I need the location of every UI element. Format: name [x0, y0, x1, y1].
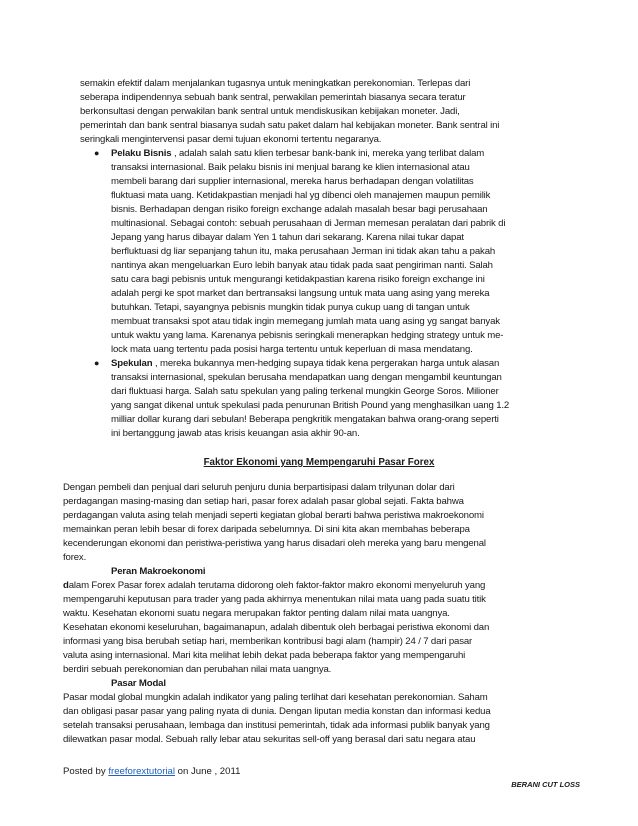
text-line: milliar dollar kurang dari sebulan! Beberapa pengkritik mengatakan bahwa orang-orang seperti [111, 414, 499, 425]
text-line: fluktuasi mata uang. Ketidakpastian menjadi hal yg dibenci oleh manajemen maupun pemilik [111, 190, 491, 201]
bullet-text: , adalah salah satu klien terbesar bank-bank ini, mereka yang terlibat dalam [171, 148, 485, 159]
text-line: semakin efektif dalam menjalankan tugasnya untuk meningkatkan perekonomian. Terlepas dari [80, 78, 471, 89]
text-line: seringkali mengintervensi pasar demi tujuan ekonomi tertentu negaranya. [80, 134, 382, 145]
footer-tagline: BERANI CUT LOSS [511, 780, 580, 789]
text-line: memainkan peran lebih besar di forex daripada sebelumnya. Di sini kita akan membahas beberapa [63, 524, 470, 535]
author-link[interactable]: freeforextutorial [108, 766, 175, 777]
text-line: transaksi internasional. Baik pelaku bisnis ini menjual barang ke klien internasional atau [111, 162, 470, 173]
bullet-dot-icon: ● [94, 148, 100, 158]
bullet-term: Spekulan [111, 358, 153, 369]
text-line: yang sangat dikenal untuk spekulasi pada penurunan British Pound yang menghasilkan uang 1.2 [111, 400, 510, 411]
drop-letter: d [63, 580, 69, 591]
text-line: Pasar modal global mungkin adalah indikator yang paling terlihat dari kesehatan perekonomian. Saham [63, 692, 488, 703]
text-line: kecenderungan ekonomi dan peristiwa-peristiwa yang harus disadari oleh mereka yang baru mengenal [63, 538, 486, 549]
text-line: waktu. Kesehatan ekonomi suatu negara merupakan faktor penting dalam nilai mata uangnya. [63, 608, 450, 619]
text-line: mempengaruhi keputusan para trader yang pada akhirnya menentukan nilai mata uang pada suatu titik [63, 594, 486, 605]
text-line: bisnis. Berhadapan dengan risiko foreign exchange adalah masalah besar bagi perusahaan [111, 204, 488, 215]
text-line: butuhkan. Tetapi, sayangnya pebisnis mungkin tidak punya cukup uang di tangan untuk [111, 302, 470, 313]
text-line: seberapa indipendennya sebuah bank sentral, perwakilan pemerintah biasanya secara teratur [80, 92, 466, 103]
footer-date: on June , 2011 [175, 766, 241, 777]
bullet-text: , mereka bukannya men-hedging supaya tidak kena pergerakan harga untuk alasan [152, 358, 500, 369]
text-line: untuk waktu yang lama. Karenanya pebisnis seringkali menerapkan hedging strategy untuk me- [111, 330, 504, 341]
text-line: dari fluktuasi harga. Salah satu spekulan yang paling terkenal mungkin George Soros. Milioner [111, 386, 499, 397]
text-line: nantinya akan mengeluarkan Euro lebih banyak atau tidak pada saat pengiriman nanti. Salah [111, 260, 493, 271]
text-line: informasi yang bisa berubah setiap hari, memberikan kontribusi bagi alam (hampir) 24 / 7 dari pasar [63, 636, 473, 647]
text-line: adalah pergi ke spot market dan bertransaksi langsung untuk mata uang asing yang mereka [111, 288, 490, 299]
text-line: lock mata uang tertentu pada posisi harga tertentu untuk keperluan di masa mendatang. [111, 344, 473, 355]
subheading-makroekonomi: Peran Makroekonomi [111, 566, 206, 577]
text-line: membeli barang dari supplier internasional, mereka harus berhadapan dengan volatilitas [111, 176, 474, 187]
text-line: Kesehatan ekonomi keseluruhan, bagaimanapun, adalah dibentuk oleh berbagai peristiwa ekonomi dan [63, 622, 490, 633]
bullet-first-line [111, 147, 484, 160]
bullet-dot-icon: ● [94, 358, 100, 368]
text-line: ini bertanggung jawab atas krisis keuangan asia akhir 90-an. [111, 428, 360, 439]
text-line: setelah transaksi perusahaan, lembaga dan institusi pemerintah, tidak ada informasi publik banyak yang [63, 720, 490, 731]
text-line: pemerintah dan bank sentral biasanya sudah satu paket dalam hal kebijakan moneter. Bank sentral ini [80, 120, 500, 131]
text-line: transaksi internasional, spekulan berusaha mendapatkan uang dengan mengambil keuntungan [111, 372, 502, 383]
bullet-first-line [111, 357, 499, 370]
section-heading-text: Faktor Ekonomi yang Mempengaruhi Pasar Forex [203, 457, 435, 468]
text-line: valuta asing internasional. Mari kita melihat lebih dekat pada beberapa faktor yang mempengaruhi [63, 650, 466, 661]
bullet-term: Pelaku Bisnis [111, 148, 172, 159]
text-line: satu cara bagi pebisnis untuk mengurangi ketidakpastian karena risiko foreign exchange ini [111, 274, 485, 285]
text-line: berkonsultasi dengan perwakilan bank sentral untuk mendiskusikan kebijakan moneter. Jadi, [80, 106, 460, 117]
text-line: dan obligasi pasar pasar yang paling nyata di dunia. Dengan liputan media konstan dan informasi kedua [63, 706, 491, 717]
text-line: berdiri sebuah perekonomian dan perubahan nilai mata uangnya. [63, 664, 332, 675]
text-line: multinasional. Sebagai contoh: sebuah perusahaan di Jerman memesan peralatan dari pabrik di [111, 218, 506, 229]
text-line: perdagangan masing-masing dan setiap hari, pasar forex adalah pasar global sejati. Fakta bahwa [63, 496, 464, 507]
footer-prefix: Posted by [63, 766, 109, 777]
subheading-pasar-modal: Pasar Modal [111, 678, 166, 689]
text-span: alam Forex Pasar forex adalah terutama didorong oleh faktor-faktor makro ekonomi menyeluruh yang [68, 580, 486, 591]
text-line: forex. [63, 552, 87, 563]
text-line: membuat transaksi spot atau tidak ingin memegang jumlah mata uang asing yg sangat banyak [111, 316, 500, 327]
text-line [63, 579, 485, 592]
text-line: dilewatkan pasar modal. Sebuah rally lebar atau sekuritas sell-off yang berasal dari satu negara atau [63, 734, 476, 745]
section-heading [0, 456, 638, 469]
text-line: Jepang yang harus dibayar dalam Yen 1 tahun dari sekarang. Karena nilai tukar dapat [111, 232, 464, 243]
footer-posted-by [63, 765, 240, 778]
text-line: perdagangan valuta asing telah menjadi seperti kegiatan global berarti bahwa peristiwa makroekonomi [63, 510, 484, 521]
text-line: Dengan pembeli dan penjual dari seluruh penjuru dunia berpartisipasi dalam trilyunan dolar dari [63, 482, 455, 493]
text-line: berfluktuasi dg liar sepanjang tahun itu, maka perusahaan Jerman ini tidak akan tahu a pakah [111, 246, 496, 257]
